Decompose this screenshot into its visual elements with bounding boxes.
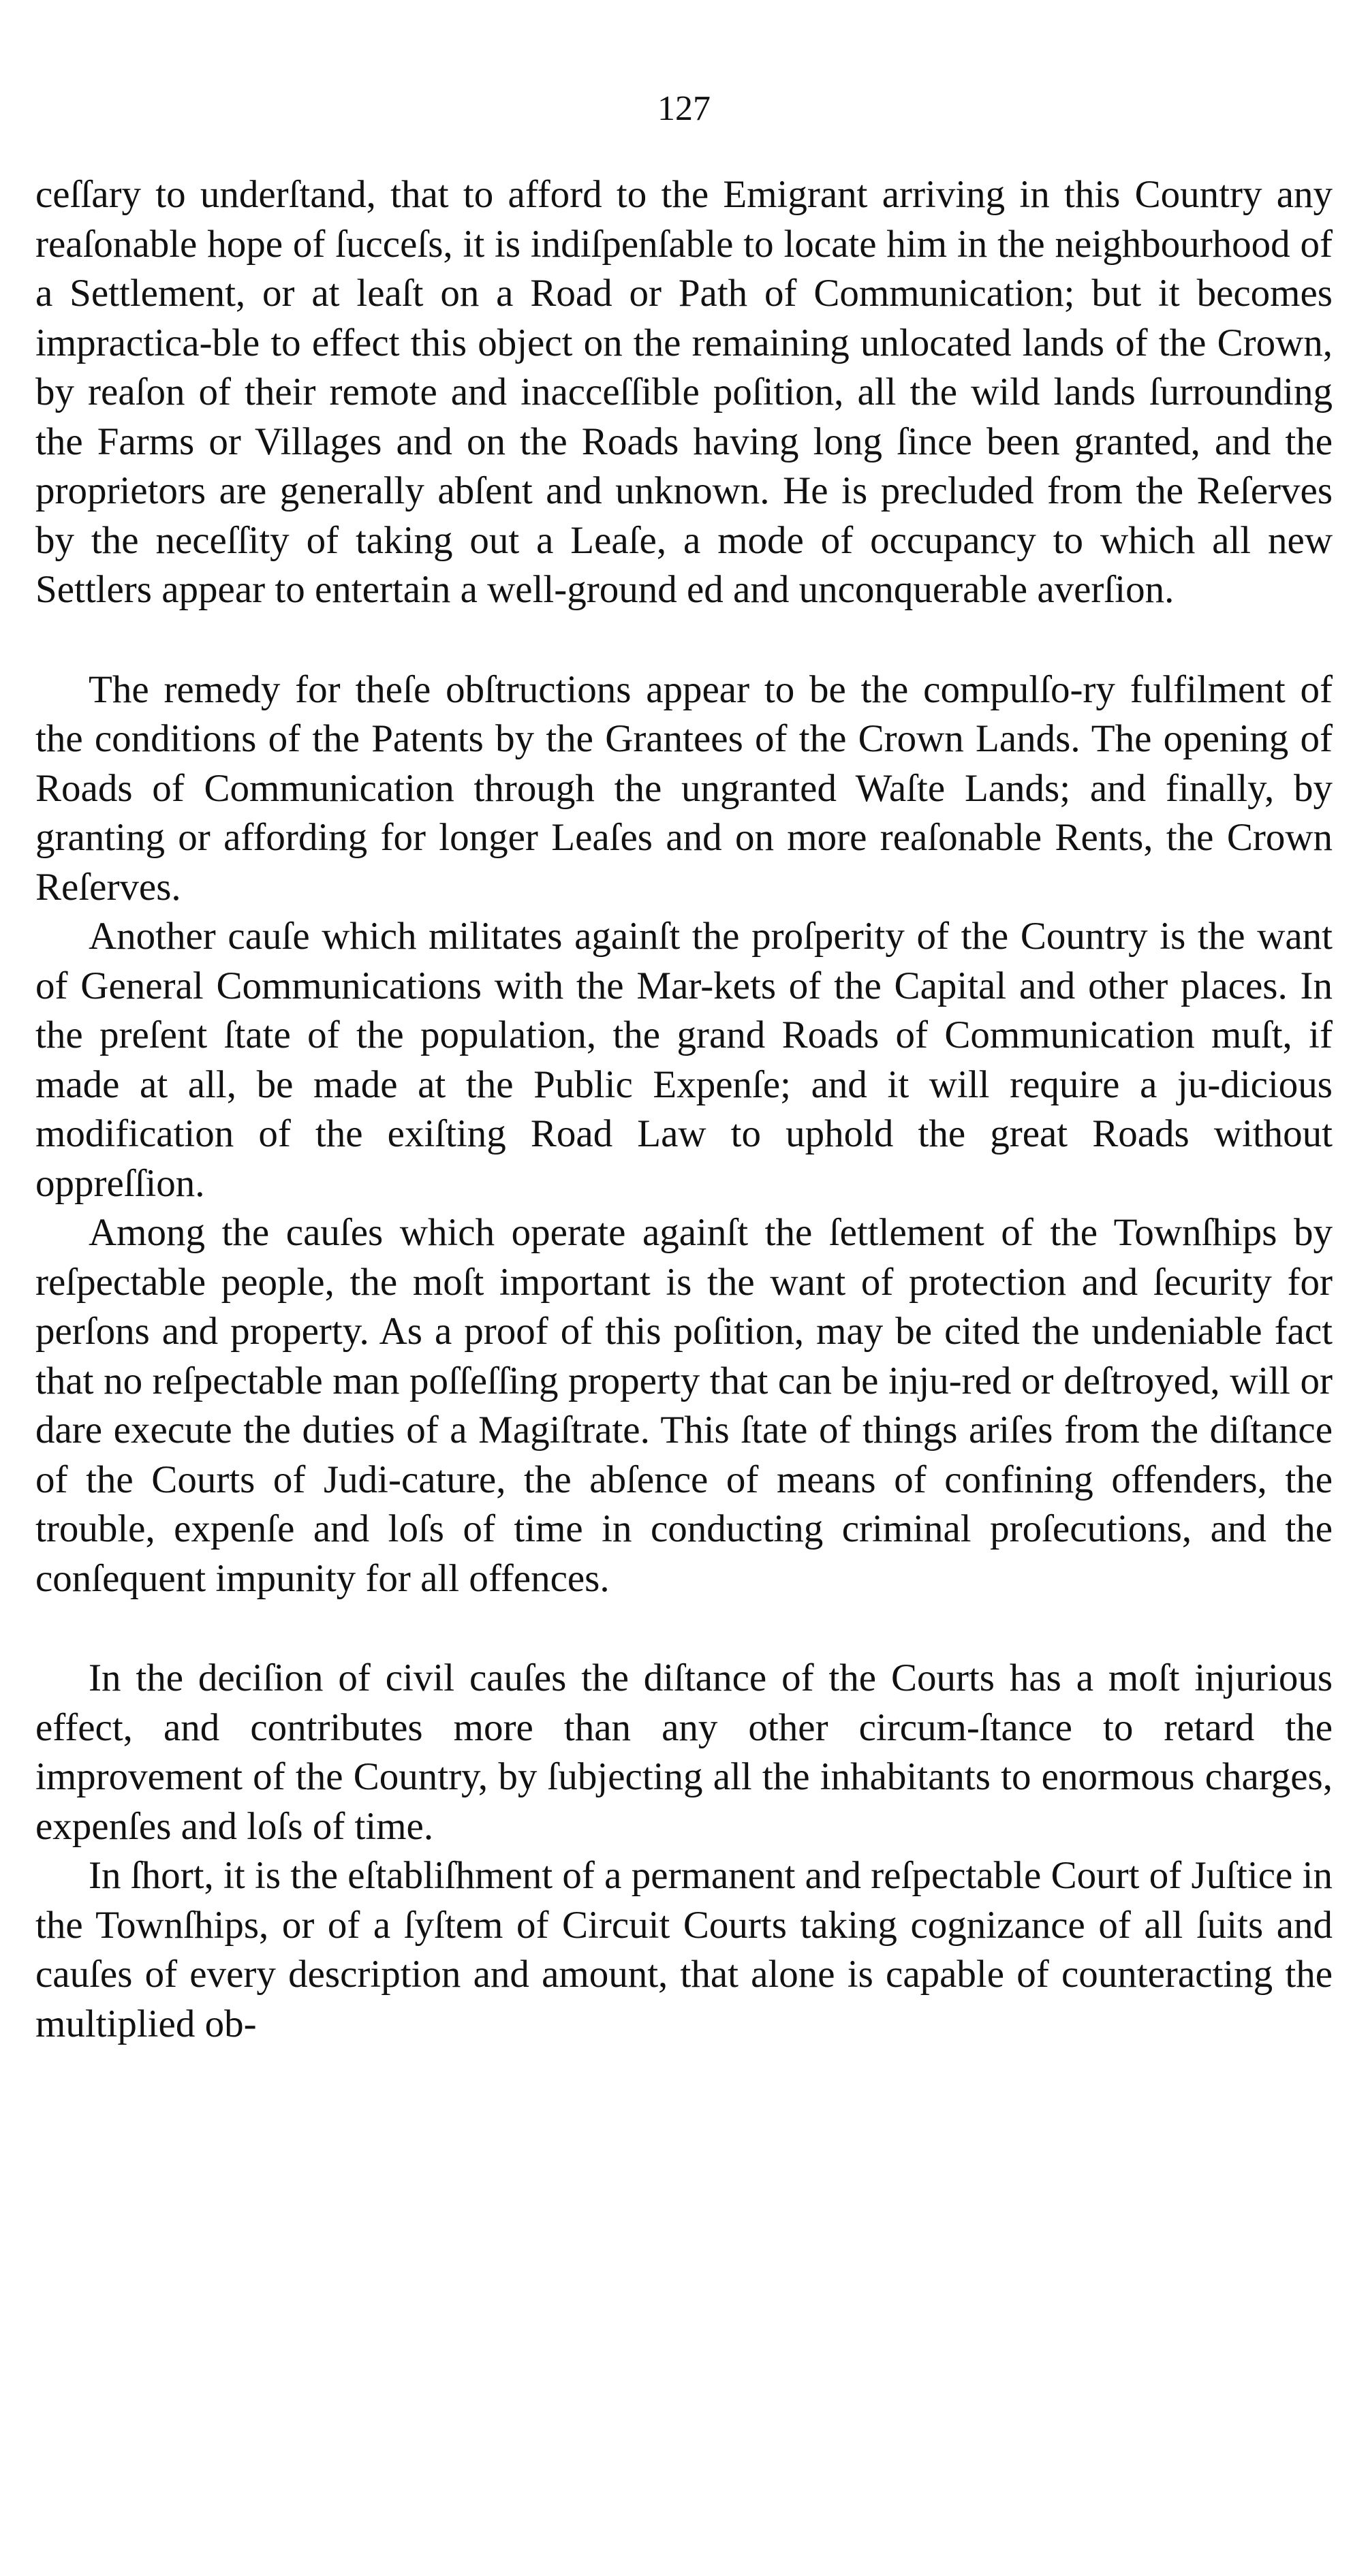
document-page bbox=[35, 0, 1333, 2576]
paragraph-continuation: ceſſary to underſtand, that to afford to the Emigrant arriving in this Country any reaſonable hope of ſucceſs, it is indiſpenſable to locate him in the neighbourhood of a Settlement, or at leaſt on a Road or Path of Communication; but it becomes impractica-ble to effect this object on the remaining unlocated lands of the Crown, by reaſon of their remote and inacceſſible poſition, all the wild lands ſurrounding the Farms or Villages and on the Roads having long ſince been granted, and the proprietors are generally abſent and unknown. He is precluded from the Reſerves by the neceſſity of taking out a Leaſe, a mode of occupancy to which all new Settlers appear to entertain a well-ground ed and unconquerable averſion. bbox=[35, 173, 1333, 611]
paragraph-court-of-justice: In ſhort, it is the eſtabliſhment of a permanent and reſpectable Court of Juſtice in the Townſhips, or of a ſyſtem of Circuit Courts taking cognizance of all ſuits and cauſes of every description and amount, that alone is capable of counteracting the multiplied ob- bbox=[35, 1854, 1333, 2045]
body-text bbox=[35, 170, 1333, 2049]
page-number: 127 bbox=[657, 89, 711, 128]
paragraph-communications: Another cauſe which militates againſt the proſperity of the Country is the want of General Communications with the Mar-kets of the Capital and other places. In the preſent ſtate of the population, the grand Roads of Communication muſt, if made at all, be made at the Public Expenſe; and it will require a ju-dicious modification of the exiſting Road Law to uphold the great Roads without oppreſſion. bbox=[35, 915, 1333, 1205]
paragraph-remedy: The remedy for theſe obſtructions appear to be the compulſo-ry fulfilment of the conditions of the Patents by the Grantees of the Crown Lands. The opening of Roads of Communication through the ungranted Waſte Lands; and finally, by granting or affording for longer Leaſes and on more reaſonable Rents, the Crown Reſerves. bbox=[35, 667, 1333, 909]
paragraph-civil-causes: In the deciſion of civil cauſes the diſtance of the Courts has a moſt injurious effect, and contributes more than any other circum-ſtance to retard the improvement of the Country, by ſubjecting all the inhabitants to enormous charges, expenſes and loſs of time. bbox=[35, 1656, 1333, 1848]
paragraph-protection: Among the cauſes which operate againſt the ſettlement of the Townſhips by reſpectable people, the moſt important is the want of protection and ſecurity for perſons and property. As a proof of this poſition, may be cited the undeniable fact that no reſpectable man poſſeſſing property that can be inju-red or deſtroyed, will or dare execute the duties of a Magiſtrate. This ſtate of things ariſes from the diſtance of the Courts of Judi-cature, the abſence of means of confining offenders, the trouble, expenſe and loſs of time in conducting criminal proſecutions, and the conſequent impunity for all offences. bbox=[35, 1211, 1333, 1600]
